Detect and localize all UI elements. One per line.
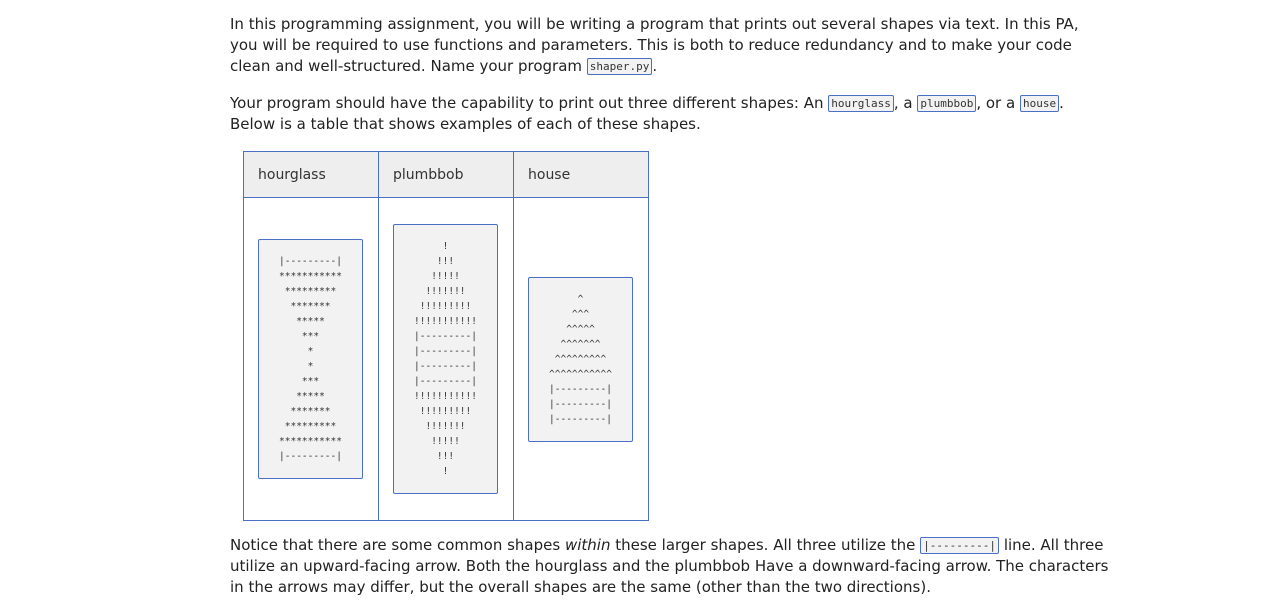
shapes-text-end: . Below is a table that shows examples of each of these shapes. — [230, 94, 1064, 133]
cell-hourglass — [244, 198, 379, 521]
shapes-table — [243, 151, 649, 521]
notice-section — [230, 535, 1110, 598]
house-shape: ^ ^^^ ^^^^^ ^^^^^^^ ^^^^^^^^^ ^^^^^^^^^^^ |---------| |---------| |---------| — [528, 277, 633, 442]
intro-text-end: . — [652, 57, 658, 75]
inline-code-shaper: shaper.py — [587, 58, 653, 75]
table-header-row — [244, 152, 649, 198]
shapes-text-sep-2: , or a — [976, 94, 1020, 112]
intro-section — [230, 14, 1110, 135]
notice-emphasis: within — [564, 536, 611, 554]
intro-paragraph-2 — [230, 93, 1110, 135]
inline-code-house: house — [1020, 95, 1059, 112]
plumbbob-shape: ! !!! !!!!! !!!!!!! !!!!!!!!! !!!!!!!!!!! |---------| |---------| |---------| |---------| !!!!!!!!!!! !!!!!!!!! !!!!!!! !!!!! !!! ! — [393, 224, 498, 494]
shapes-text-sep-1: , a — [893, 94, 918, 112]
shapes-text: Your program should have the capability to print out three different shapes: An — [230, 94, 829, 112]
header-plumbbob: plumbbob — [379, 152, 514, 198]
inline-code-line: |---------| — [920, 537, 999, 554]
notice-text-mid: these larger shapes. All three utilize the — [610, 536, 921, 554]
inline-code-plumbbob: plumbbob — [917, 95, 976, 112]
table-row — [244, 198, 649, 521]
intro-paragraph-1 — [230, 14, 1110, 77]
intro-text: In this programming assignment, you will be writing a program that prints out several shapes via text. In this PA, you will be required to use functions and parameters. This is both to reduce redundancy and to make your code clean and well-structured. Name your program — [230, 15, 1079, 75]
notice-paragraph — [230, 535, 1110, 598]
notice-text: Notice that there are some common shapes — [230, 536, 565, 554]
cell-plumbbob — [379, 198, 514, 521]
notice-text-end: line. All three utilize an upward-facing arrow. Both the hourglass and the plumbbob Have a downward-facing arrow. The characters in the arrows may differ, but the overall shapes are the same (other than the two directions). — [230, 536, 1109, 596]
inline-code-hourglass: hourglass — [828, 95, 894, 112]
hourglass-shape: |---------| *********** ********* ******* ***** *** * * *** ***** ******* ********* *********** |---------| — [258, 239, 363, 479]
header-hourglass: hourglass — [244, 152, 379, 198]
cell-house — [514, 198, 649, 521]
header-house: house — [514, 152, 649, 198]
